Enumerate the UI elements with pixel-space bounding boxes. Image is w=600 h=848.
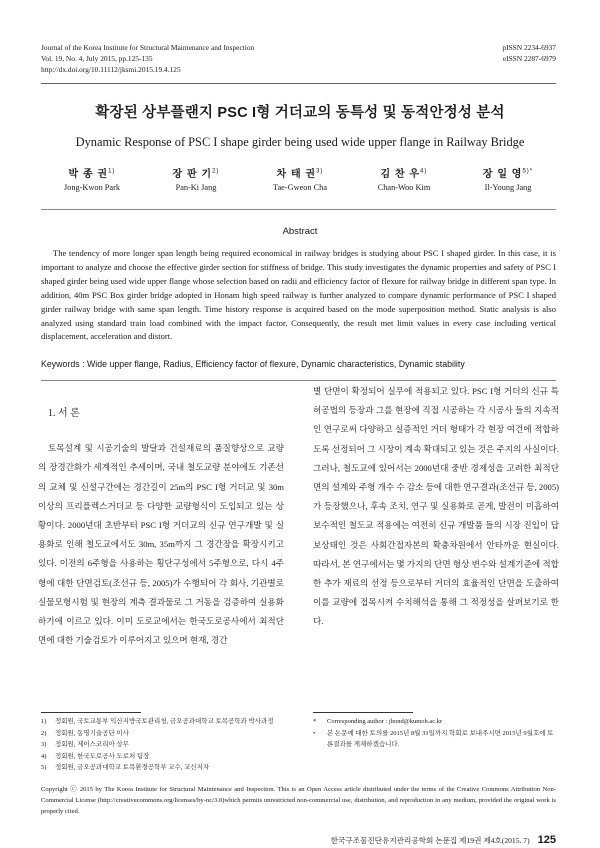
footnote: [313, 728, 558, 751]
author-name-en: Pan-Ki Jang: [175, 183, 217, 192]
footnote-mark: 3): [41, 741, 47, 749]
footnote: [41, 716, 291, 728]
body-paragraph: 토목설계 및 시공기술의 발달과 건설재료의 품질향상으로 교량의 장경간화가 세계적인 추세이며, 국내 철도교량 분야에도 기존선의 교체 및 신설구간에는 경간길이 25m의 PSC I형 거더교 및 30m 이상의 프리플렉스거더교 등 다양한 교량형식이 도입되고 있는 상황이다. 2000년대 초반부터 PSC I형 거더교의 신규 연구개발 및 실용화로 인해 철도교에서도 30m, 35m까지 그 경간장을 확장시키고 있다. 이전의 6주형을 사용하는 횡단구성에서 5주형으로, 다시 4주형에 대한 단면검토(조선규 등, 2005)가 수행되어 각 회사, 기관별로 실물모형시험 및 현장의 계측 결과물로 그 거동을 검증하여 실용화하기에 이르고 있다. 이미 도로교에서는 한국도로공사에서 최적단면에 대한 기술검토가 이루어지고 있으며 현재, 경간: [38, 443, 284, 646]
header-divider: [41, 83, 556, 84]
abstract-bottom-divider: [41, 380, 556, 381]
footnote: [41, 728, 291, 740]
journal-info: [41, 42, 254, 75]
body-column-left: [38, 382, 284, 650]
section-title: 1. 서 론: [48, 408, 80, 419]
author-affiliation-mark: 3): [316, 168, 324, 175]
author: [146, 165, 246, 192]
pissn: pISSN 2234-6937: [502, 43, 556, 52]
author-name-en: Jong-Kwon Park: [64, 183, 120, 192]
abstract-top-divider: [41, 209, 556, 210]
author-affiliation-mark: 5)*: [522, 168, 534, 175]
abstract-text: The tendency of more longer span length being required economical in railway bridges is studying about PSC I shaped girder. In this case, it is important to analyze and choose the effective girder section for stiffness of bridge. This study investigates the dynamic properties and safety of PSC I shaped girder being used wide upper flange whose selection based on radii and efficiency factor of flexure for railway bridge in different span type. In addition, 40m PSC Box girder bridge adopted in Honam high speed railway is further analyzed to compare dynamic performance of PSC I shaped girder railway bridge with same span length. Time history response is acquired based on the mode superposition method. Static analysis is also analyzed using standard train load combined with the impact factor. Consequently, the result met limit values in every case including vertical displacement, acceleration and distort.: [41, 248, 556, 342]
footnote-mark: 4): [41, 752, 47, 760]
footnote-text: 정회원, 한국도로공사 도로처 팀장: [55, 752, 150, 760]
title-korean: 확장된 상부플랜지 PSC I형 거더교의 동특성 및 동적안정성 분석: [95, 105, 505, 121]
footnote-text: 정회원, 제이스코리아 상무: [55, 741, 129, 749]
author-name-ko: 차 태 권: [276, 169, 317, 180]
footnote-mark: 5): [41, 764, 47, 772]
body-column-right: [313, 382, 559, 632]
abstract-heading: Abstract: [282, 226, 318, 237]
issn-info: [502, 42, 556, 64]
footnote-text: 본 논문에 대한 토의를 2015년 8월 31일까지 학회로 보내주시면 2015년 9월호에 토론결과를 게재하겠습니다.: [327, 729, 554, 749]
footnote-text: 정회원, 국토교통부 익산지방국토관리청, 금오공과대학교 토목공학과 박사과정: [55, 718, 274, 725]
author: [458, 165, 558, 192]
correspondence-footnotes: [313, 716, 558, 751]
footer-journal-text: 한국구조물진단유지관리공학회 논문집 제19권 제4호(2015. 7): [330, 836, 530, 845]
footnote-divider: [313, 712, 413, 713]
journal-doi[interactable]: http://dx.doi.org/10.11112/jksmi.2015.19.4.125: [41, 65, 181, 74]
page-number: 125: [537, 834, 556, 846]
author-name-en: Chan-Woo Kim: [377, 183, 431, 192]
affiliation-footnotes: [41, 716, 291, 774]
page-footer: [331, 834, 556, 846]
footnote-mark: 1): [41, 718, 47, 725]
journal-volume: Vol. 19, No. 4, July 2015, pp.125-135: [41, 54, 153, 63]
corresponding-author[interactable]: Corresponding author : jbond@kumoh.ac.kr: [327, 718, 443, 725]
author-name-ko: 박 종 권: [68, 169, 109, 180]
footnote-text: 정회원, 동명기술공단 이사: [55, 729, 129, 737]
footnote: [313, 716, 558, 728]
footnote: [41, 762, 291, 774]
footnote-text: 정회원, 금오공과대학교 토목환경공학부 교수, 교신저자: [55, 764, 210, 772]
author-affiliation-mark: 4): [420, 168, 428, 175]
author-affiliation-mark: 1): [108, 168, 116, 175]
journal-name: Journal of the Korea Institute for Structural Maintenance and Inspection: [41, 43, 255, 52]
keywords: Keywords : Wide upper flange, Radius, Efficiency factor of flexure, Dynamic characteristics, Dynamic stability: [41, 359, 465, 369]
author-name-ko: 장 판 기: [172, 169, 213, 180]
author-list: [40, 165, 560, 192]
footnote: [41, 751, 291, 763]
title-english: Dynamic Response of PSC I shape girder being used wide upper flange in Railway Bridge: [75, 135, 525, 149]
author-name-en: Il-Young Jang: [484, 183, 532, 192]
footnote-mark: *: [313, 718, 317, 725]
copyright-notice: Copyright ⓒ 2015 by The Korea Institute for Structural Maintenance and Inspection. This is an Open Access article distributed under the terms of the Creative Commons Attribution Non-Commercial License (http://creativecommons.org/licenses/by-nc/3.0)which permits unrestricted non-commercial use, distribution, and reproduction in any medium, provided the original work is properly cited.: [41, 786, 556, 815]
footnote-mark: •: [313, 729, 316, 737]
author: [42, 165, 142, 192]
author-name-en: Tae-Gweon Cha: [272, 183, 328, 192]
footnote: [41, 739, 291, 751]
author-affiliation-mark: 2): [212, 168, 220, 175]
author: [354, 165, 454, 192]
footnote-mark: 2): [41, 729, 47, 737]
author: [250, 165, 350, 192]
footnote-divider: [41, 712, 141, 713]
author-name-ko: 장 일 영: [482, 169, 523, 180]
author-name-ko: 김 찬 우: [380, 169, 421, 180]
body-paragraph: 별 단면이 확정되어 실무에 적용되고 있다. PSC I형 거더의 신규 특허공법의 등장과 그를 현장에 직접 시공하는 각 시공사 들의 지속적인 연구로써 다양하고 실증적인 거더 형태가 각 현장 여건에 적합하도록 선정되어 그 시장이 계속 확대되고 있는 것은 주지의 사실이다. 그러나, 철도교에 있어서는 2000년대 중반 경제성을 고려한 최적단면의 설계와 주형 개수 수 감소 등에 대한 연구결과(조선규 등, 2005)가 등장했으나, 후속 조치, 연구 및 실용화로 곧게, 발전이 미흡하여 보수적인 철도교 적용에는 여전히 신규 개발품 들의 시장 진입이 답보상태인 것은 사회간접자본의 확충차원에서 안타까운 현실이다. 따라서, 본 연구에서는 몇 가지의 단면 형상 변수와 설계기준에 적합한 추가 재료의 선정 등으로부터 거더의 효율적인 단면을 도출하여 이를 교량에 접목시켜 수치해석을 통해 그 적정성을 살펴보기로 한다.: [313, 386, 559, 627]
eissn: eISSN 2287-6979: [502, 54, 556, 63]
